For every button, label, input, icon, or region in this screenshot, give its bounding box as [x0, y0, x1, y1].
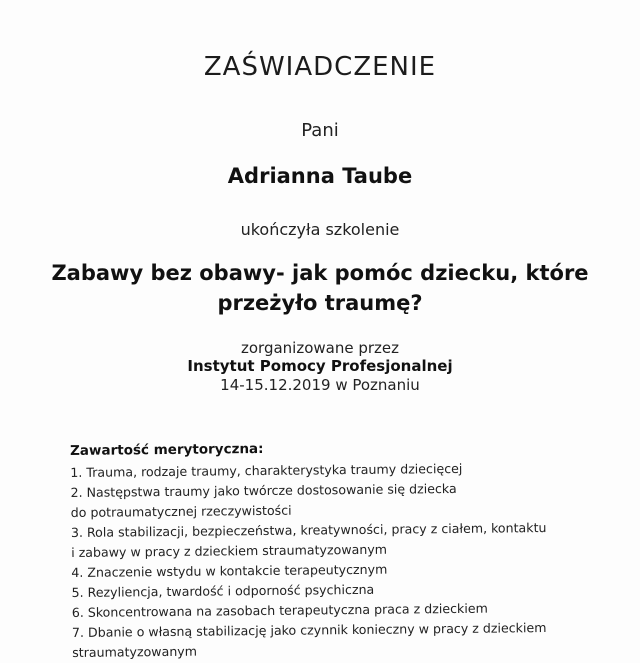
- course-title: [20, 258, 620, 318]
- recipient-name: Adrianna Taube: [227, 164, 413, 188]
- content-line: do potraumatycznej rzeczywistości: [70, 502, 292, 520]
- content-line: 6. Skoncentrowana na zasobach terapeutyczna praca z dzieckiem: [71, 600, 488, 620]
- salutation: Pani: [301, 120, 339, 141]
- course-title-line-2: przeżyło traumę?: [217, 291, 423, 315]
- content-line: 4. Znaczenie wstydu w kontakcie terapeutycznym: [71, 561, 388, 580]
- content-heading: Zawartość merytoryczna:: [70, 440, 264, 459]
- organizer-name: Instytut Pomocy Profesjonalnej: [187, 357, 453, 375]
- completed-text: ukończyła szkolenie: [240, 220, 400, 239]
- content-section: [70, 438, 592, 663]
- content-line: 2. Następstwa traumy jako twórcze dostosowanie się dziecka: [70, 480, 457, 500]
- date-place: 14-15.12.2019 w Poznaniu: [220, 376, 420, 394]
- certificate-title: ZAŚWIADCZENIE: [203, 52, 437, 82]
- content-line: 3. Rola stabilizacji, bezpieczeństwa, kreatywności, pracy z ciałem, kontaktu: [70, 520, 547, 540]
- content-line: straumatyzowanym: [72, 643, 198, 660]
- content-line: 1. Trauma, rodzaje traumy, charakterystyka traumy dziecięcej: [70, 460, 463, 480]
- content-line: 5. Rezyliencja, twardość i odporność psychiczna: [71, 581, 375, 600]
- organized-by-label: zorganizowane przez: [240, 339, 400, 357]
- course-title-line-1: Zabawy bez obawy- jak pomóc dziecku, które: [51, 261, 589, 285]
- content-line: 7. Dbanie o własną stabilizację jako czynnik konieczny w pracy z dzieckiem: [71, 620, 547, 640]
- content-line: i zabawy w pracy z dzieckiem straumatyzowanym: [71, 541, 388, 560]
